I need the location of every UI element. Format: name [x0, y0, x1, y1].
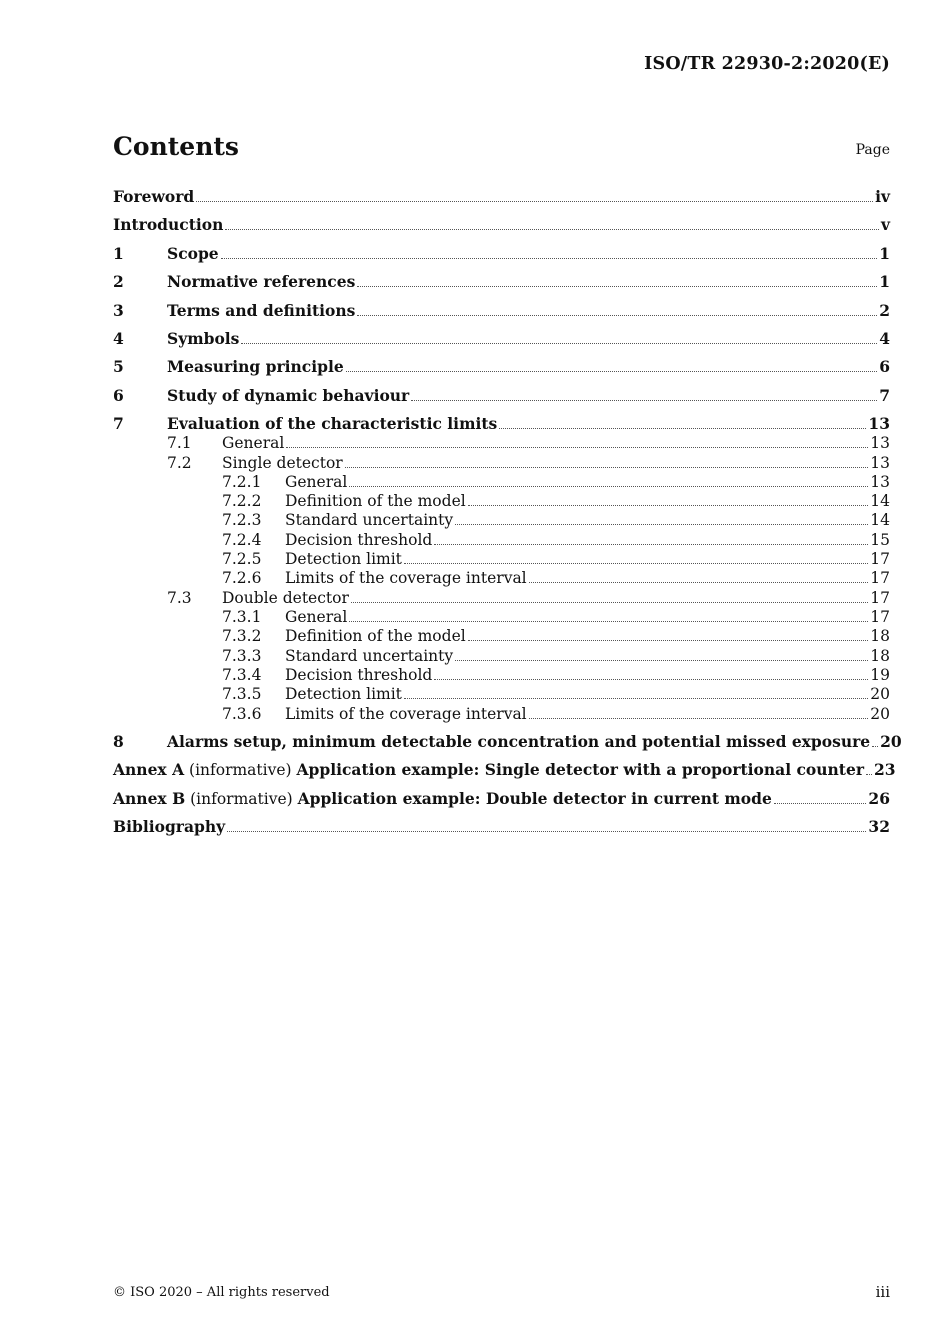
toc-entry-title: [285, 608, 347, 626]
toc-entry-title-text: General: [285, 608, 348, 626]
toc-entry-title-text: Limits of the coverage interval: [285, 569, 527, 587]
toc-entry-page: 14: [870, 511, 890, 529]
toc-entry-title-text: Evaluation of the characteristic limits: [167, 414, 498, 433]
toc-dot-leader: [196, 200, 873, 202]
toc-entry-number: 7: [113, 414, 124, 433]
toc-entry-page: 18: [870, 627, 890, 645]
toc-dot-leader: [357, 314, 877, 316]
toc-entry-number: 7.3.6: [222, 705, 262, 723]
toc-entry-title: [113, 818, 225, 836]
toc-entry-title: [285, 647, 453, 665]
footer-page-number: iii: [875, 1283, 890, 1301]
toc-entry[interactable]: [113, 567, 890, 587]
toc-dot-leader: [774, 802, 867, 804]
toc-entry-title-text: Detection limit: [285, 550, 402, 568]
toc-entry-title: [167, 330, 239, 348]
toc-entry-page: 14: [870, 492, 890, 510]
toc-entry[interactable]: [113, 645, 890, 665]
contents-title: Contents: [113, 132, 240, 161]
toc-dot-leader: [227, 830, 866, 832]
toc-entry-title: [167, 733, 870, 751]
toc-entry-title-text: Study of dynamic behaviour: [167, 386, 410, 405]
toc-dot-leader: [221, 257, 878, 259]
toc-entry-title-text: Standard uncertainty: [285, 511, 454, 529]
toc-entry-title-text: Bibliography: [113, 817, 226, 836]
toc-entry[interactable]: [113, 625, 890, 645]
toc-entry[interactable]: [113, 432, 890, 452]
toc-entry-title: [222, 454, 343, 472]
toc-entry-title: [285, 569, 527, 587]
toc-dot-leader: [349, 485, 868, 487]
footer-copyright: © ISO 2020 – All rights reserved: [113, 1285, 330, 1300]
toc-entry[interactable]: [113, 471, 890, 491]
toc-entry-page: 20: [870, 685, 890, 703]
toc-entry-number: 7.2.4: [222, 531, 262, 549]
toc-entry-page: 1: [879, 244, 890, 263]
toc-dot-leader: [529, 581, 869, 583]
toc-dot-leader: [411, 399, 877, 401]
toc-dot-leader: [357, 285, 877, 287]
toc-entry-annex-title: Application example: Double detector in current mode: [297, 789, 772, 808]
toc-dot-leader: [455, 523, 868, 525]
toc-entry-title-text: Definition of the model: [285, 627, 466, 645]
toc-entry-title-text: Standard uncertainty: [285, 647, 454, 665]
page-column-label: Page: [855, 142, 890, 158]
toc-dot-leader: [468, 639, 869, 641]
toc-entry-title: [113, 761, 864, 779]
toc-entry-title: [285, 550, 402, 568]
toc-entry-title: [167, 302, 355, 320]
toc-entry-title-text: Normative references: [167, 272, 356, 291]
toc-dot-leader: [349, 620, 868, 622]
toc-entry-page: 17: [870, 550, 890, 568]
toc-entry-title-text: Single detector: [222, 454, 343, 472]
toc-entry-title: [285, 531, 432, 549]
toc-entry-page: 19: [870, 666, 890, 684]
toc-dot-leader: [529, 717, 869, 719]
toc-entry[interactable]: [113, 788, 890, 808]
toc-entry-title: [167, 415, 497, 433]
toc-entry-page: 17: [870, 608, 890, 626]
toc-entry-annex-title: Application example: Single detector with a proportional counter: [296, 760, 864, 779]
toc-entry[interactable]: [113, 587, 890, 607]
toc-entry-number: 8: [113, 732, 124, 751]
toc-entry[interactable]: [113, 385, 890, 405]
toc-entry-number: 7.2.5: [222, 550, 262, 568]
toc-entry-title-text: Detection limit: [285, 685, 402, 703]
toc-entry-page: 17: [870, 569, 890, 587]
toc-entry-title: [222, 589, 349, 607]
toc-entry-number: 7.3.5: [222, 685, 262, 703]
toc-entry-title-text: Measuring principle: [167, 357, 344, 376]
toc-entry[interactable]: [113, 490, 890, 510]
toc-dot-leader: [345, 466, 869, 468]
toc-entry-title: [167, 387, 409, 405]
toc-entry-title: [285, 627, 466, 645]
toc-entry[interactable]: [113, 356, 890, 376]
toc-entry-title-text: General: [285, 473, 348, 491]
toc-entry-page: 1: [879, 272, 890, 291]
document-id: ISO/TR 22930-2:2020(E): [644, 54, 890, 74]
toc-entry-page: 4: [879, 329, 890, 348]
toc-entry[interactable]: [113, 271, 890, 291]
toc-entry-title-text: Foreword: [113, 187, 195, 206]
toc-entry-page: 23: [874, 760, 896, 779]
toc-dot-leader: [241, 342, 877, 344]
toc-dot-leader: [404, 697, 868, 699]
toc-entry-title: [113, 188, 194, 206]
toc-entry-title-text: Double detector: [222, 589, 349, 607]
toc-entry-number: 7.2.3: [222, 511, 262, 529]
toc-entry-page: iv: [875, 187, 890, 206]
toc-dot-leader: [455, 659, 868, 661]
toc-entry[interactable]: [113, 816, 890, 836]
toc-entry-title-text: Annex A: [113, 760, 185, 779]
toc-entry-page: 32: [868, 817, 890, 836]
toc-entry-number: 7.1: [167, 434, 192, 452]
toc-entry-number: 7.3: [167, 589, 192, 607]
toc-entry-title-text: Decision threshold: [285, 531, 433, 549]
toc-entry[interactable]: [113, 529, 890, 549]
toc-entry-title: [285, 473, 347, 491]
toc-entry-title-text: General: [222, 434, 285, 452]
toc-entry-page: 6: [879, 357, 890, 376]
toc-entry-page: 2: [879, 301, 890, 320]
toc-entry[interactable]: [113, 186, 890, 206]
toc-entry-number: 7.3.1: [222, 608, 262, 626]
toc-entry[interactable]: [113, 731, 902, 751]
toc-entry[interactable]: [113, 243, 890, 263]
toc-dot-leader: [872, 745, 878, 747]
toc-entry[interactable]: [113, 214, 890, 234]
toc-dot-leader: [468, 504, 869, 506]
toc-entry-page: 26: [868, 789, 890, 808]
toc-dot-leader: [434, 678, 868, 680]
toc-entry-page: 7: [879, 386, 890, 405]
toc-entry-page: 18: [870, 647, 890, 665]
toc-entry-title: [167, 358, 344, 376]
toc-entry[interactable]: [113, 683, 890, 703]
toc-dot-leader: [346, 370, 878, 372]
toc-entry-title-text: Annex B: [113, 789, 186, 808]
toc-entry-annex-type: (informative): [184, 761, 297, 779]
toc-entry[interactable]: [113, 759, 896, 779]
toc-entry[interactable]: [113, 606, 890, 626]
toc-entry-title: [167, 273, 355, 291]
toc-entry-number: 4: [113, 329, 124, 348]
toc-entry[interactable]: [113, 452, 890, 472]
toc-entry-title: [285, 511, 453, 529]
toc-entry-title: [285, 666, 432, 684]
toc-entry-title-text: Limits of the coverage interval: [285, 705, 527, 723]
toc-entry-number: 7.2.1: [222, 473, 262, 491]
toc-entry-number: 7.2.2: [222, 492, 262, 510]
toc-entry-page: 13: [870, 434, 890, 452]
toc-entry-title-text: Introduction: [113, 215, 224, 234]
toc-entry-page: v: [880, 215, 890, 234]
toc-entry-title-text: Symbols: [167, 329, 240, 348]
toc-entry-number: 7.3.4: [222, 666, 262, 684]
toc-entry-title: [285, 492, 466, 510]
toc-entry[interactable]: [113, 703, 890, 723]
toc-entry-title-text: Scope: [167, 244, 219, 263]
toc-entry-page: 17: [870, 589, 890, 607]
toc-entry-title: [113, 790, 772, 808]
toc-entry-number: 7.3.3: [222, 647, 262, 665]
toc-entry-number: 7.2.6: [222, 569, 262, 587]
toc-entry-title-text: Decision threshold: [285, 666, 433, 684]
toc-entry-number: 1: [113, 244, 124, 263]
toc-entry-number: 2: [113, 272, 124, 291]
toc-entry-title-text: Terms and definitions: [167, 301, 356, 320]
toc-dot-leader: [404, 562, 868, 564]
toc-entry-title: [285, 685, 402, 703]
toc-entry[interactable]: [113, 509, 890, 529]
toc-dot-leader: [434, 543, 868, 545]
toc-entry[interactable]: [113, 664, 890, 684]
toc-dot-leader: [866, 773, 872, 775]
toc-entry-title: [167, 245, 219, 263]
toc-entry-number: 7.3.2: [222, 627, 262, 645]
toc-entry-page: 13: [870, 473, 890, 491]
toc-entry-page: 20: [880, 732, 902, 751]
toc-entry-page: 13: [870, 454, 890, 472]
toc-entry-number: 7.2: [167, 454, 192, 472]
toc-entry-title: [285, 705, 527, 723]
toc-entry-title: [222, 434, 284, 452]
toc-dot-leader: [499, 427, 866, 429]
toc-entry-title: [113, 216, 223, 234]
toc-entry-page: 13: [868, 414, 890, 433]
toc-entry[interactable]: [113, 413, 890, 433]
toc-dot-leader: [351, 601, 868, 603]
toc-entry[interactable]: [113, 548, 890, 568]
toc-entry[interactable]: [113, 300, 890, 320]
toc-entry-page: 15: [870, 531, 890, 549]
toc-dot-leader: [225, 228, 879, 230]
toc-dot-leader: [286, 446, 868, 448]
toc-entry-title-text: Alarms setup, minimum detectable concentration and potential missed exposure: [167, 732, 871, 751]
toc-entry[interactable]: [113, 328, 890, 348]
toc-entry-page: 20: [870, 705, 890, 723]
toc-entry-number: 3: [113, 301, 124, 320]
toc-entry-title-text: Definition of the model: [285, 492, 466, 510]
toc-entry-number: 6: [113, 386, 124, 405]
toc-entry-annex-type: (informative): [185, 790, 298, 808]
toc-entry-number: 5: [113, 357, 124, 376]
